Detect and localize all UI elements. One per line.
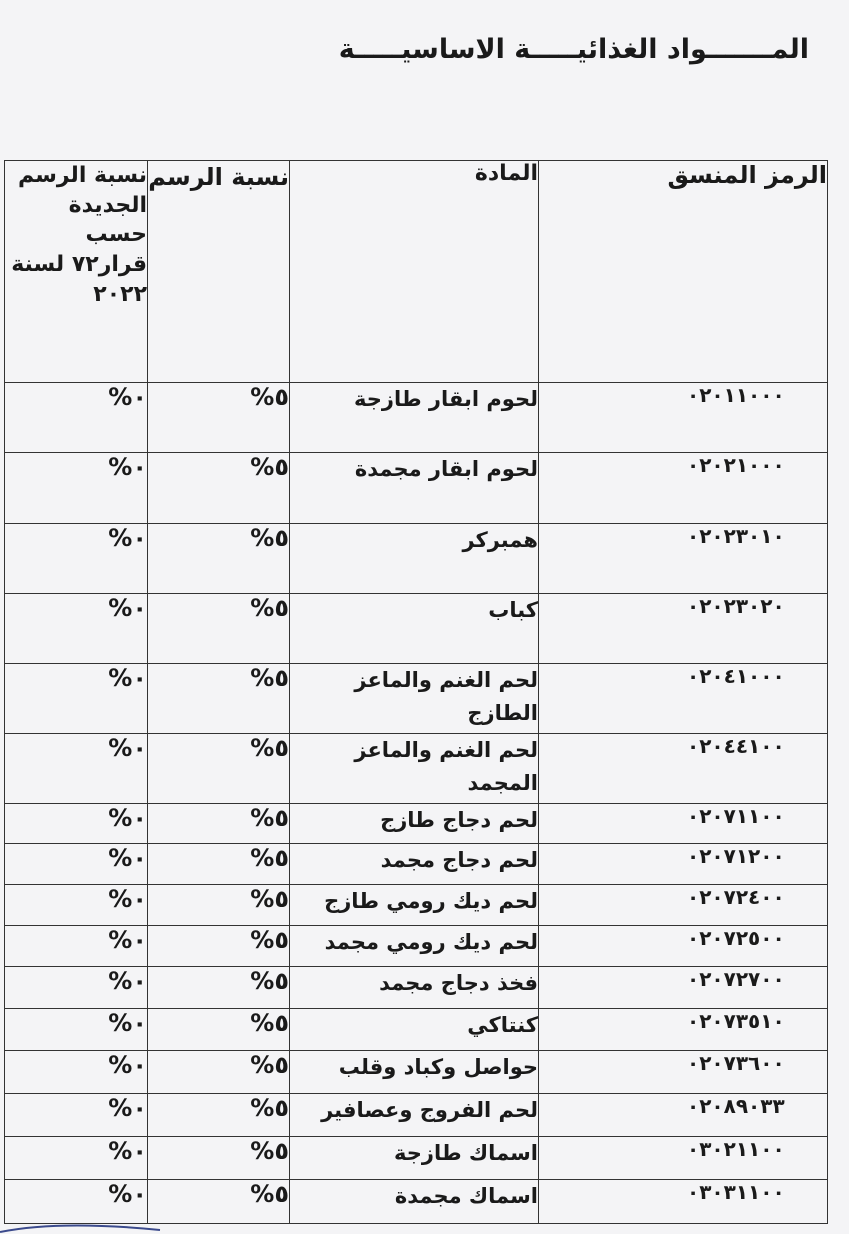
- item-name-cell: همبركر: [290, 524, 539, 594]
- code-cell: [539, 804, 828, 844]
- new-rate-cell: ٠%: [5, 804, 148, 844]
- table-row: [5, 1051, 828, 1094]
- header-new-rate: نسبة الرسم الجديدة حسب قرار٧٢ لسنة ٢٠٢٢: [5, 161, 148, 383]
- code-text: ٠٢٠٨٩٠٣٣: [687, 1094, 785, 1118]
- table-row: [5, 967, 828, 1009]
- code-cell: [539, 524, 828, 594]
- item-name-cell: لحم الغنم والماعز المجمد: [290, 734, 539, 804]
- item-name-cell: كباب: [290, 594, 539, 664]
- table-row: [5, 453, 828, 524]
- tariff-table: [4, 160, 828, 1224]
- rate-cell: ٥%: [148, 926, 290, 967]
- table-row: [5, 664, 828, 734]
- rate-cell: ٥%: [148, 804, 290, 844]
- item-name-cell: لحوم ابقار مجمدة: [290, 453, 539, 524]
- table-row: [5, 885, 828, 926]
- item-name-cell: فخذ دجاج مجمد: [290, 967, 539, 1009]
- code-cell: [539, 1137, 828, 1180]
- table-header-row: [5, 161, 828, 383]
- code-text: ٠٢٠٤٤١٠٠: [687, 734, 785, 758]
- new-rate-cell: ٠%: [5, 383, 148, 453]
- item-name-cell: لحم الفروج وعصافير: [290, 1094, 539, 1137]
- code-text: ٠٣٠٢١١٠٠: [687, 1137, 785, 1161]
- new-rate-cell: ٠%: [5, 844, 148, 885]
- code-text: ٠٢٠٤١٠٠٠: [687, 664, 785, 688]
- table-row: [5, 1137, 828, 1180]
- item-name-cell: لحم دجاج طازج: [290, 804, 539, 844]
- table-row: [5, 844, 828, 885]
- item-name-cell: لحم ديك رومي مجمد: [290, 926, 539, 967]
- page-title: المـــــــواد الغذائيـــــة الاساسيـــــة: [338, 34, 809, 65]
- code-text: ٠٢٠٢١٠٠٠: [687, 453, 785, 477]
- item-name-cell: لحم ديك رومي طازج: [290, 885, 539, 926]
- header-code: الرمز المنسق: [539, 161, 828, 383]
- code-text: ٠٢٠٢٣٠٢٠: [687, 594, 785, 618]
- rate-cell: ٥%: [148, 594, 290, 664]
- new-rate-cell: ٠%: [5, 664, 148, 734]
- header-name: المادة: [290, 161, 539, 383]
- rate-cell: ٥%: [148, 967, 290, 1009]
- new-rate-cell: ٠%: [5, 1051, 148, 1094]
- code-cell: [539, 1094, 828, 1137]
- item-name-cell: لحم دجاج مجمد: [290, 844, 539, 885]
- rate-cell: ٥%: [148, 1137, 290, 1180]
- new-rate-cell: ٠%: [5, 524, 148, 594]
- code-text: ٠٢٠٧١١٠٠: [687, 804, 785, 828]
- new-rate-cell: ٠%: [5, 594, 148, 664]
- table-row: [5, 734, 828, 804]
- new-rate-cell: ٠%: [5, 453, 148, 524]
- new-rate-cell: ٠%: [5, 926, 148, 967]
- table-body: [5, 383, 828, 1224]
- rate-cell: ٥%: [148, 664, 290, 734]
- rate-cell: ٥%: [148, 734, 290, 804]
- new-rate-cell: ٠%: [5, 1180, 148, 1224]
- code-cell: [539, 926, 828, 967]
- rate-cell: ٥%: [148, 453, 290, 524]
- code-text: ٠٢٠١١٠٠٠: [687, 383, 785, 407]
- code-text: ٠٢٠٧١٢٠٠: [687, 844, 785, 868]
- item-name-cell: حواصل وكباد وقلب: [290, 1051, 539, 1094]
- rate-cell: ٥%: [148, 1009, 290, 1051]
- new-rate-cell: ٠%: [5, 1009, 148, 1051]
- code-cell: [539, 844, 828, 885]
- new-rate-cell: ٠%: [5, 1137, 148, 1180]
- table-row: [5, 594, 828, 664]
- new-rate-cell: ٠%: [5, 885, 148, 926]
- new-rate-cell: ٠%: [5, 1094, 148, 1137]
- table-row: [5, 383, 828, 453]
- code-text: ٠٢٠٧٣٥١٠: [687, 1009, 785, 1033]
- item-name-cell: كنتاكي: [290, 1009, 539, 1051]
- code-cell: [539, 594, 828, 664]
- rate-cell: ٥%: [148, 1180, 290, 1224]
- rate-cell: ٥%: [148, 844, 290, 885]
- item-name-cell: لحم الغنم والماعز الطازج: [290, 664, 539, 734]
- code-text: ٠٢٠٧٣٦٠٠: [687, 1051, 785, 1075]
- code-cell: [539, 453, 828, 524]
- rate-cell: ٥%: [148, 885, 290, 926]
- code-text: ٠٢٠٧٢٤٠٠: [687, 885, 785, 909]
- code-cell: [539, 1180, 828, 1224]
- header-rate: نسبة الرسم: [148, 161, 290, 383]
- table-row: [5, 524, 828, 594]
- item-name-cell: لحوم ابقار طازجة: [290, 383, 539, 453]
- code-text: ٠٢٠٧٢٧٠٠: [687, 967, 785, 991]
- code-cell: [539, 1009, 828, 1051]
- code-cell: [539, 383, 828, 453]
- table-row: [5, 926, 828, 967]
- new-rate-cell: ٠%: [5, 734, 148, 804]
- rate-cell: ٥%: [148, 1051, 290, 1094]
- code-text: ٠٢٠٧٢٥٠٠: [687, 926, 785, 950]
- code-cell: [539, 885, 828, 926]
- table-row: [5, 1094, 828, 1137]
- item-name-cell: اسماك مجمدة: [290, 1180, 539, 1224]
- code-cell: [539, 664, 828, 734]
- new-rate-cell: ٠%: [5, 967, 148, 1009]
- rate-cell: ٥%: [148, 1094, 290, 1137]
- code-text: ٠٣٠٣١١٠٠: [687, 1180, 785, 1204]
- item-name-cell: اسماك طازجة: [290, 1137, 539, 1180]
- code-text: ٠٢٠٢٣٠١٠: [687, 524, 785, 548]
- table-row: [5, 1009, 828, 1051]
- code-cell: [539, 734, 828, 804]
- table-row: [5, 804, 828, 844]
- rate-cell: ٥%: [148, 524, 290, 594]
- code-cell: [539, 967, 828, 1009]
- pen-mark: [0, 1214, 170, 1234]
- code-cell: [539, 1051, 828, 1094]
- rate-cell: ٥%: [148, 383, 290, 453]
